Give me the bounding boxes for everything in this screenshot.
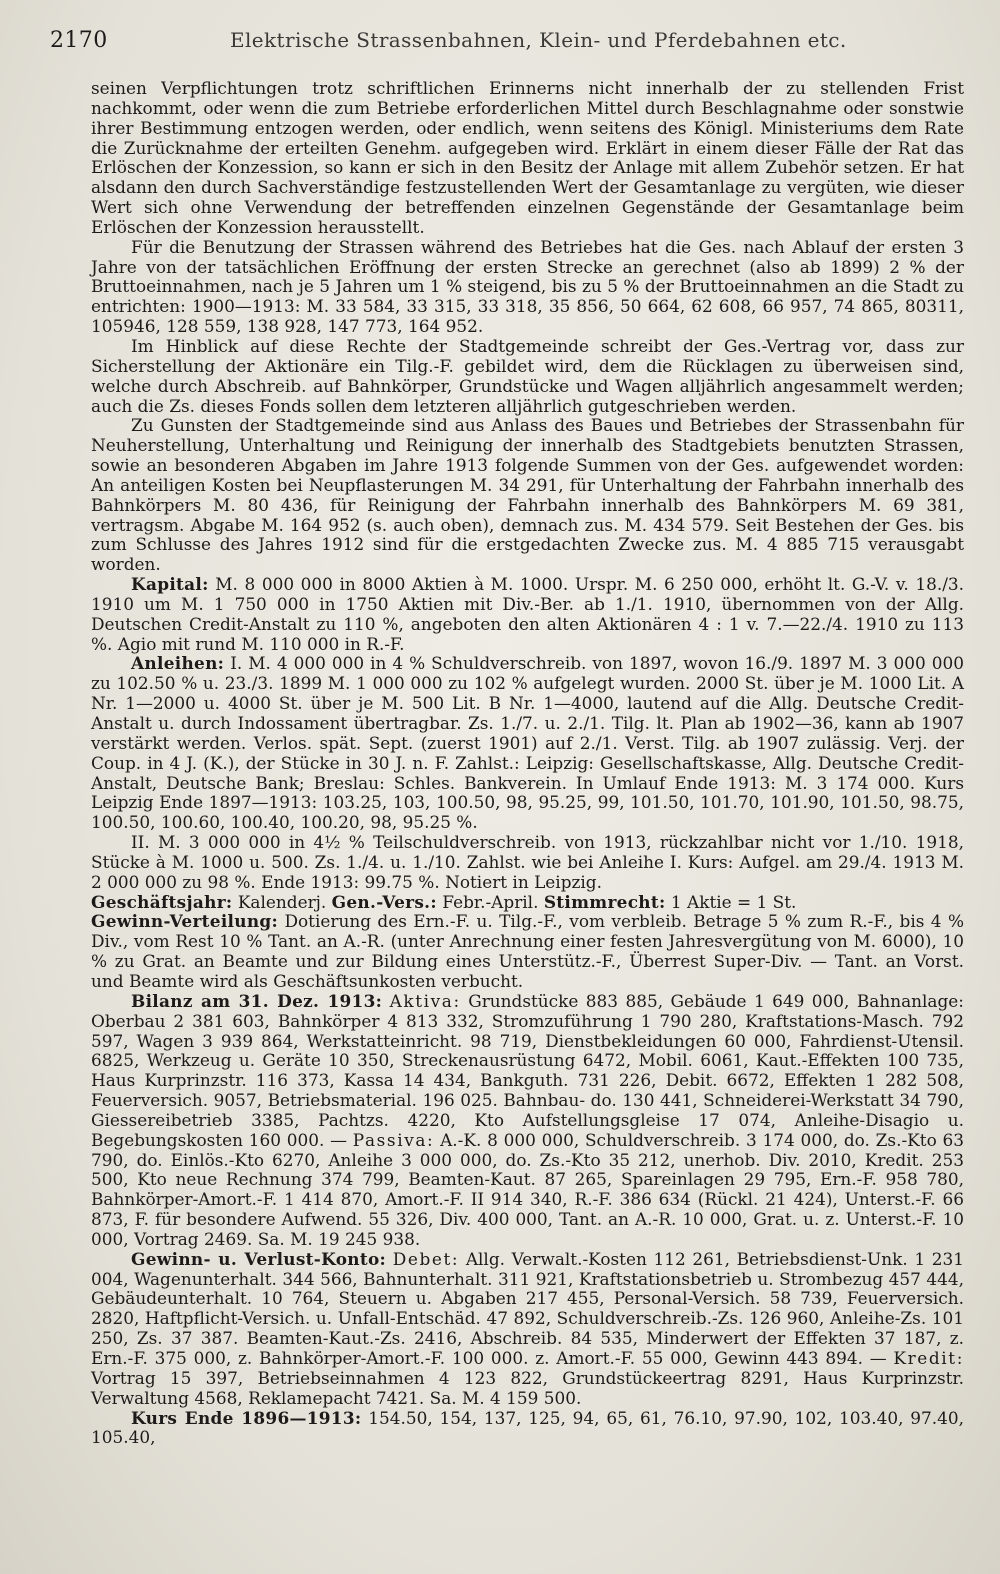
bilanz-label: Bilanz am 31. Dez. 1913: bbox=[131, 990, 383, 1011]
page-number: 2170 bbox=[50, 28, 108, 53]
kapital-label: Kapital: bbox=[131, 574, 209, 595]
section-gewinn-verteilung bbox=[91, 912, 964, 991]
debet-text: Allg. Verwalt.-Kosten 112 261, Betriebsdienst-Unk. 1 231 004, Wagenunterhalt. 344 566, Bahnunterhalt. 311 921, Kraftstationsbetrieb u. Strombezug 457 444, Gebäudeunterhalt. 10 764, Steuern u. Abgaben 217 455, Personal-Versich. 58 739, Feuerversich. 2820, Haftpflicht-Versich. u. Unfall-Entschäd. 47 892, Schuldverschreib.-Zs. 126 960, Anleihe-Zs. 101 250, Zs. 37 387. Beamten-Kaut.-Zs. 2416, Abschreib. 84 535, Minderwert der Effekten 37 187, z. Ern.-F. 375 000, z. Bahnkörper-Amort.-F. 100 000. z. Amort.-F. 55 000, Gewinn 443 894. — bbox=[91, 1248, 965, 1368]
section-geschaeftsjahr bbox=[91, 893, 964, 913]
section-anleihen bbox=[91, 654, 964, 833]
kapital-text: M. 8 000 000 in 8000 Aktien à M. 1000. Urspr. M. 6 250 000, erhöht lt. G.-V. v. 18./3. 1910 um M. 1 750 000 in 1750 Aktien mit Div.-Ber. ab 1./1. 1910, übernommen von der Allg. Deutschen Credit-Anstalt zu 110 %, angeboten den alten Aktionären 4 : 1 v. 7.—22./4. 1910 zu 113 %. Agio mit rund M. 110 000 in R.-F. bbox=[91, 574, 964, 654]
running-title: Elektrische Strassenbahnen, Klein- und Pferdebahnen etc. bbox=[230, 28, 847, 52]
paragraph-concession: seinen Verpflichtungen trotz schriftlichen Erinnerns nicht innerhalb der zu stellenden Frist nachkommt, oder wenn die zum Betriebe erforderlichen Mittel durch Beschlagnahme oder sonstwie ihrer Bestimmung entzogen werden, oder endlich, wenn seitens des Königl. Ministeriums dem Rate die Zurücknahme der erteilten Genehm. aufgegeben wird. Erklärt in einem dieser Fälle der Rat das Erlöschen der Konzession, so kann er sich in den Besitz der Anlage mit allem Zubehör setzen. Er hat alsdann den durch Sachverständige festzustellenden Wert der Gesamtanlage zu vergüten, wie dieser Wert sich ohne Verwendung der betreffenden einzelnen Gegenstände der Gesamtanlage beim Erlöschen der Konzession herausstellt. bbox=[91, 78, 964, 237]
anleihen-text: I. M. 4 000 000 in 4 % Schuldverschreib. von 1897, wovon 16./9. 1897 M. 3 000 000 zu 102.50 % u. 23./3. 1899 M. 1 000 000 zu 102 % aufgelegt wurden. 2000 St. über je M. 1000 Lit. A Nr. 1—2000 u. 4000 St. über je M. 500 Lit. B Nr. 1—4000, lautend auf die Allg. Deutsche Credit-Anstalt u. durch Indossament übertragbar. Zs. 1./7. u. 2./1. Tilg. lt. Plan ab 1902—36, kann ab 1907 verstärkt werden. Verlos. spät. Sept. (zuerst 1901) auf 2./1. Verst. Tilg. ab 1907 zulässig. Verj. der Coup. in 4 J. (K.), der Stücke in 30 J. n. F. Zahlst.: Leipzig: Gesellschaftskasse, Allg. Deutsche Credit-Anstalt, Deutsche Bank; Breslau: Schles. Bankverein. In Umlauf Ende 1913: M. 3 174 000. Kurs Leipzig Ende 1897—1913: 103.25, 103, 100.50, 98, 95.25, 99, 101.50, 101.70, 101.90, 101.50, 98.75, 100.50, 100.60, 100.40, 100.20, 98, 95.25 %. bbox=[91, 653, 964, 833]
page-header bbox=[50, 28, 964, 53]
gen-vers-text: Febr.-April. bbox=[442, 891, 539, 912]
passiva-label: Passiva: bbox=[352, 1129, 435, 1150]
paragraph-city-expenses: Zu Gunsten der Stadtgemeinde sind aus Anlass des Baues und Betriebes der Strassenbahn für Neuherstellung, Unterhaltung und Reinigung der innerhalb des Stadtgebiets benutzten Strassen, sowie an besonderen Abgaben im Jahre 1913 folgende Summen von der Ges. aufgewendet worden: An anteiligen Kosten bei Neupflasterungen M. 34 291, für Unterhaltung der Fahrbahn innerhalb des Bahnkörpers M. 80 436, für Reinigung der Fahrbahn innerhalb des Bahnkörpers M. 69 381, vertragsm. Abgabe M. 164 952 (s. auch oben), demnach zus. M. 434 579. Seit Bestehen der Ges. bis zum Schlusse des Jahres 1912 sind für die erstgedachten Zwecke zus. M. 4 885 715 verausgabt worden. bbox=[91, 415, 964, 575]
geschaeftsjahr-text: Kalenderj. bbox=[237, 891, 327, 912]
aktiva-text: Grundstücke 883 885, Gebäude 1 649 000, Bahnanlage: Oberbau 2 381 603, Bahnkörper 4 813 332, Stromzuführung 1 790 280, Kraftstations-Masch. 792 597, Wagen 3 939 864, Werkstatteinricht. 98 719, Dienstbekleidungen 60 000, Fahrdienst-Utensil. 6825, Werkzeug u. Geräte 10 350, Streckenausrüstung 6472, Mobil. 6061, Kaut.-Effekten 100 735, Haus Kurprinzstr. 116 373, Kassa 14 434, Bankguth. 731 226, Debit. 6672, Effekten 1 282 508, Feuerversich. 9057, Betriebsmaterial. 196 025. Bahnbau- do. 130 441, Schneiderei-Werkstatt 34 790, Giessereibetrieb 3385, Pachtzs. 4220, Kto Aufstellungsgleise 17 074, Anleihe-Disagio u. Begebungskosten 160 000. — bbox=[91, 990, 964, 1150]
stimmrecht-label: Stimmrecht: bbox=[543, 891, 666, 912]
kredit-label: Kredit: bbox=[893, 1348, 964, 1368]
aktiva-label: Aktiva: bbox=[389, 990, 461, 1011]
anleihen-label: Anleihen: bbox=[131, 653, 225, 674]
debet-label: Debet: bbox=[392, 1248, 460, 1269]
section-bilanz bbox=[91, 992, 964, 1250]
section-gewinn-verlust bbox=[91, 1250, 964, 1409]
gewinn-verlust-label: Gewinn- u. Verlust-Konto: bbox=[131, 1248, 387, 1269]
section-kapital bbox=[91, 575, 964, 654]
section-anleihen-ii: II. M. 3 000 000 in 4½ % Teilschuldverschreib. von 1913, rückzahlbar nicht vor 1./10. 1918, Stücke à M. 1000 u. 500. Zs. 1./4. u. 1./10. Zahlst. wie bei Anleihe I. Kurs: Aufgel. am 29./4. 1913 M. 2 000 000 zu 98 %. Ende 1913: 99.75 %. Notiert in Leipzig. bbox=[91, 832, 964, 892]
geschaeftsjahr-label: Geschäftsjahr: bbox=[91, 891, 233, 912]
paragraph-amortization-fund: Im Hinblick auf diese Rechte der Stadtgemeinde schreibt der Ges.-Vertrag vor, dass zur Sicherstellung der Aktionäre ein Tilg.-F. gebildet wird, dem die Rücklagen zu überweisen sind, welche durch Abschreib. auf Bahnkörper, Grundstücke und Wagen alljährlich angesammelt werden; auch die Zs. dieses Fonds sollen dem letzteren alljährlich gutgeschrieben werden. bbox=[91, 335, 964, 416]
passiva-text: A.-K. 8 000 000, Schuldverschreib. 3 174 000, do. Zs.-Kto 63 790, do. Einlös.-Kto 6270, Anleihe 3 000 000, do. Zs.-Kto 35 212, unerhob. Div. 2010, Kredit. 253 500, Kto neue Rechnung 374 799, Beamten-Kaut. 87 265, Spareinlagen 29 795, Ern.-F. 958 780, Bahnkörper-Amort.-F. 1 414 870, Amort.-F. II 914 340, R.-F. 386 634 (Rückl. 21 424), Unterst.-F. 66 873, F. für besondere Aufwend. 55 326, Div. 400 000, Tant. an A.-R. 10 000, Grat. u. z. Unterst.-F. 10 000, Vortrag 2469. Sa. M. 19 245 938. bbox=[91, 1129, 964, 1249]
stimmrecht-text: 1 Aktie = 1 St. bbox=[670, 891, 797, 912]
gewinn-verteilung-label: Gewinn-Verteilung: bbox=[91, 911, 279, 932]
body-text bbox=[91, 79, 964, 1448]
paragraph-street-fees: Für die Benutzung der Strassen während des Betriebes hat die Ges. nach Ablauf der ersten 3 Jahre von der tatsächlichen Eröffnung der ersten Strecke an gerechnet (also ab 1899) 2 % der Bruttoeinnahmen, nach je 5 Jahren um 1 % steigend, bis zu 5 % der Bruttoeinnahmen an die Stadt zu entrichten: 1900—1913: M. 33 584, 33 315, 33 318, 35 856, 50 664, 62 608, 66 957, 74 865, 80311, 105946, 128 559, 138 928, 147 773, 164 952. bbox=[91, 236, 964, 337]
gen-vers-label: Gen.-Vers.: bbox=[331, 891, 437, 912]
kredit-text: Vortrag 15 397, Betriebseinnahmen 4 123 822, Grundstückeertrag 8291, Haus Kurprinzstr. Verwaltung 4568, Reklamepacht 7421. Sa. M. 4 159 500. bbox=[91, 1367, 964, 1408]
kurs-text: 154.50, 154, 137, 125, 94, 65, 61, 76.10, 97.90, 102, 103.40, 97.40, 105.40, bbox=[91, 1407, 965, 1448]
gewinn-verteilung-text: Dotierung des Ern.-F. u. Tilg.-F., vom verbleib. Betrage 5 % zum R.-F., bis 4 % Div., vom Rest 10 % Tant. an A.-R. (unter Anrechnung einer festen Jahresvergütung von M. 6000), 10 % zu Grat. an Beamte und zur Bildung eines Unterstütz.-F., Überrest Super-Div. — Tant. an Vorst. und Beamte wird als Geschäftsunkosten verbucht. bbox=[91, 911, 965, 991]
kurs-label: Kurs Ende 1896—1913: bbox=[131, 1407, 362, 1428]
section-kurs bbox=[91, 1409, 964, 1449]
